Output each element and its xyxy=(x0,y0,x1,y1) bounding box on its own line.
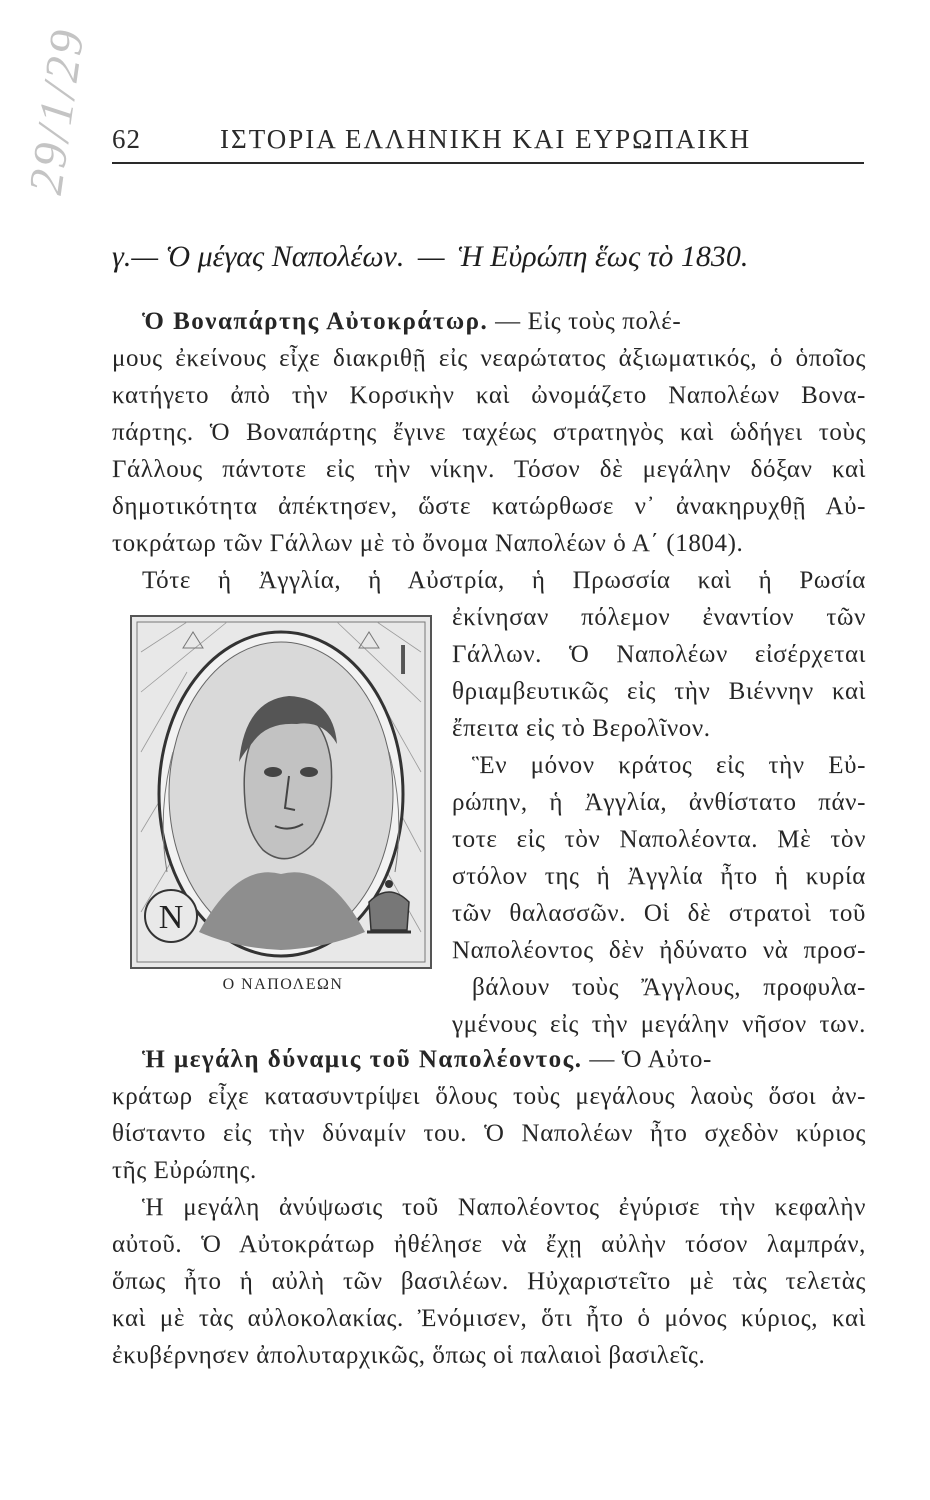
page-header xyxy=(112,122,864,164)
paragraph-line xyxy=(142,1046,712,1074)
portrait-monogram: N xyxy=(158,899,184,936)
paragraph-line: δημοτικότητα ἀπέκτησεν, ὥστε κατώρθωσε ν᾽ ἀνακηρυχθῇ Αὐ- xyxy=(112,493,866,520)
paragraph-line: αὐτοῦ. Ὁ Αὐτοκράτωρ ἠθέλησε νὰ ἔχῃ αὐλὴν τόσον λαμπράν, xyxy=(112,1231,866,1258)
section-title: Ὁ μέγας Ναπολέων. xyxy=(165,240,405,273)
paragraph-line: κράτωρ εἶχε κατασυντρίψει ὅλους τοὺς μεγάλους λαοὺς ὅσοι ἀν- xyxy=(112,1083,866,1110)
paragraph-line: τοκράτωρ τῶν Γάλλων μὲ τὸ ὄνομα Ναπολέων ὁ Α΄ (1804). xyxy=(112,530,744,557)
handwritten-margin-note: 29/1/29 xyxy=(18,24,95,198)
paragraph-line: ρώπην, ἡ Ἀγγλία, ἀνθίστατο πάν- xyxy=(452,789,866,816)
paragraph-line: Ναπολέοντος δὲν ἠδύνατο νὰ προσ- xyxy=(452,937,866,964)
paragraph-line: Τότε ἡ Ἀγγλία, ἡ Αὐστρία, ἡ Πρωσσία καὶ ἡ Ρωσία xyxy=(142,567,866,594)
page-number: 62 xyxy=(112,124,141,154)
paragraph-line: ἐκυβέρνησεν ἀπολυταρχικῶς, ὅπως οἱ παλαιοὶ βασιλεῖς. xyxy=(112,1342,706,1369)
paragraph-line: τοτε εἰς τὸν Ναπολέοντα. Μὲ τὸν xyxy=(452,826,866,853)
paragraph-line: Γάλλους πάντοτε εἰς τὴν νίκην. Τόσον δὲ μεγάλην δόξαν καὶ xyxy=(112,456,866,483)
section-period: Ἡ Εὐρώπη ἕως τὸ 1830. xyxy=(458,240,749,273)
portrait-initial-ornament: Ⅰ xyxy=(397,638,409,683)
paragraph-line: ὅπως ἦτο ἡ αὐλὴ τῶν βασιλέων. Ηὐχαριστεῖτο μὲ τὰς τελετὰς xyxy=(112,1268,866,1295)
paragraph-line: κατήγετο ἀπὸ τὴν Κορσικὴν καὶ ὠνομάζετο Ναπολέων Βονα- xyxy=(112,382,866,409)
portrait-caption: Ο ΝΑΠΟΛΕΩΝ xyxy=(222,976,344,993)
paragraph-line: μους ἐκείνους εἶχε διακριθῇ εἰς νεαρώτατος ἀξιωματικός, ὁ ὁποῖος xyxy=(112,345,866,372)
paragraph-line xyxy=(142,308,681,336)
paragraph-line: ἐκίνησαν πόλεμον ἐναντίον τῶν xyxy=(452,604,866,631)
section-letter: γ. xyxy=(112,240,132,273)
paragraph-line: βάλουν τοὺς Ἄγγλους, προφυλα- xyxy=(472,974,866,1001)
paragraph-line: θίσταντο εἰς τὴν δύναμίν του. Ὁ Ναπολέων ἦτο σχεδὸν κύριος xyxy=(112,1120,866,1147)
napoleon-portrait xyxy=(127,612,435,972)
paragraph-line: τῶν θαλασσῶν. Οἱ δὲ στρατοὶ τοῦ xyxy=(452,900,866,927)
section-dash: — xyxy=(131,240,159,273)
paragraph-line: πάρτης. Ὁ Βοναπάρτης ἔγινε ταχέως στρατηγὸς καὶ ὡδήγει τοὺς xyxy=(112,419,866,446)
paragraph-heading: Ὁ Βοναπάρτης Αὐτοκράτωρ. xyxy=(142,308,489,335)
running-title: ΙΣΤΟΡΙΑ ΕΛΛΗΝΙΚΗ ΚΑΙ ΕΥΡΩΠΑΙΚΗ xyxy=(220,124,752,154)
paragraph-line: καὶ μὲ τὰς αὐλοκολακίας. Ἐνόμισεν, ὅτι ἦτο ὁ μόνος κύριος, καὶ xyxy=(112,1305,866,1332)
section-subtitle xyxy=(112,240,872,274)
paragraph-text: — Εἰς τοὺς πολέ- xyxy=(495,308,682,335)
paragraph-line: ἔπειτα εἰς τὸ Βερολῖνον. xyxy=(452,715,711,742)
paragraph-line: στόλον της ἡ Ἀγγλία ἦτο ἡ κυρία xyxy=(452,863,866,890)
paragraph-line: Ἓν μόνον κράτος εἰς τὴν Εὐ- xyxy=(472,752,866,779)
paragraph-line: τῆς Εὐρώπης. xyxy=(112,1157,257,1184)
paragraph-line: Ἡ μεγάλη ἀνύψωσις τοῦ Ναπολέοντος ἐγύρισε τὴν κεφαλὴν xyxy=(142,1194,866,1221)
paragraph-line: θριαμβευτικῶς εἰς τὴν Βιέννην καὶ xyxy=(452,678,866,705)
paragraph-line: Γάλλων. Ὁ Ναπολέων εἰσέρχεται xyxy=(452,641,866,668)
paragraph-heading: Ἡ μεγάλη δύναμις τοῦ Ναπολέοντος. xyxy=(142,1046,583,1073)
paragraph-line: γμένους εἰς τὴν μεγάλην νῆσον των. xyxy=(452,1011,866,1038)
section-dash-2: — xyxy=(417,240,445,273)
portrait-engraving xyxy=(127,612,435,972)
paragraph-text: — Ὁ Αὐτο- xyxy=(589,1046,712,1073)
